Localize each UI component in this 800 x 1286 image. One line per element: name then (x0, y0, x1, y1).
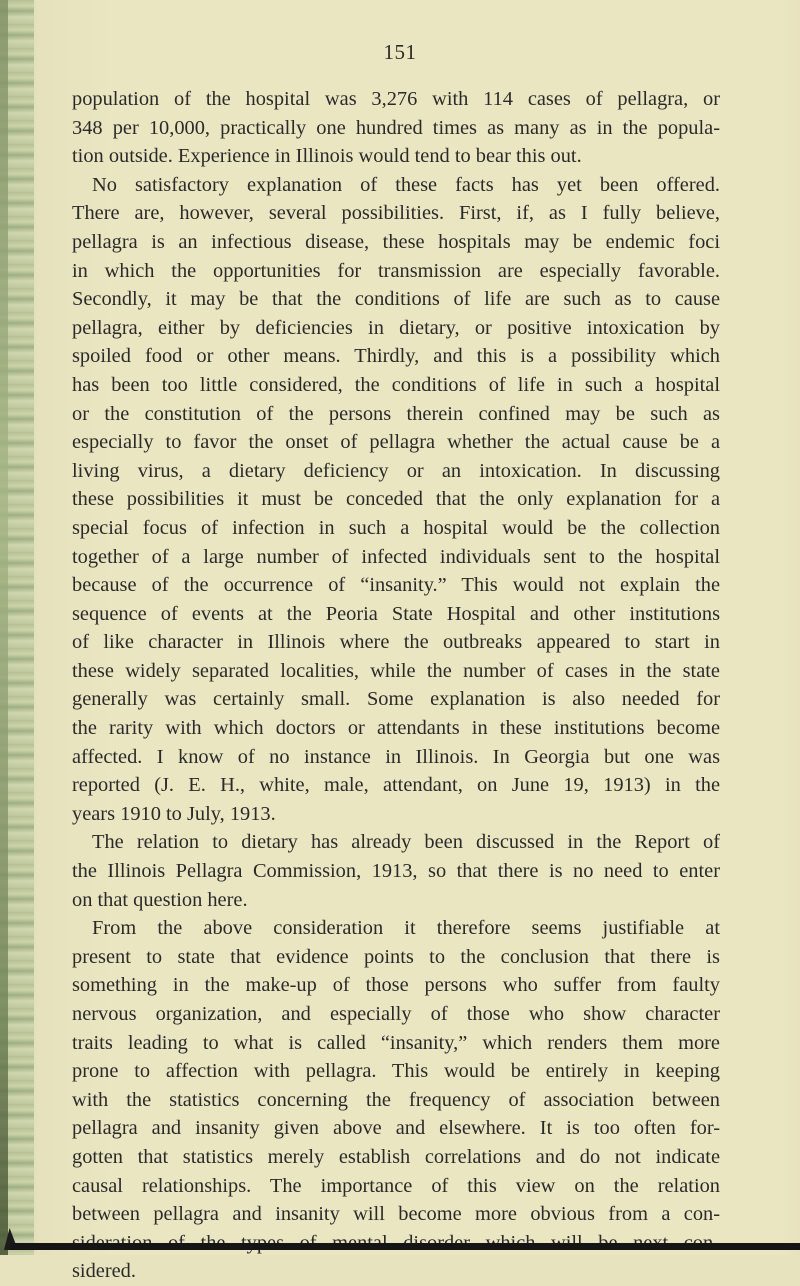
bottom-edge-rule (10, 1243, 800, 1250)
text-line: generally was certainly small. Some explanation is also needed for (72, 688, 720, 711)
text-line: with the statistics concerning the frequency of association between (72, 1088, 720, 1111)
text-line: nervous organization, and especially of those who show character (72, 1003, 720, 1025)
text-line: together of a large number of infected individuals sent to the hospital (72, 545, 720, 568)
text-line: traits leading to what is called “insanity,” which renders them more (72, 1031, 720, 1054)
text-line: tion outside. Experience in Illinois would tend to bear this out. (72, 145, 582, 168)
text-line: something in the make-up of those persons who suffer from faulty (72, 974, 720, 997)
text-line: spoiled food or other means. Thirdly, and this is a possibility which (72, 345, 720, 368)
text-line: these possibilities it must be conceded that the only explanation for a (72, 488, 720, 511)
text-line: these widely separated localities, while the number of cases in the state (72, 659, 720, 682)
text-line: pellagra and insanity given above and elsewhere. It is too often for- (72, 1117, 720, 1140)
text-line: sequence of events at the Peoria State Hospital and other institutions (72, 602, 720, 625)
text-line: sidered. (72, 1260, 136, 1283)
page-number: 151 (383, 40, 417, 64)
text-line: pellagra is an infectious disease, these hospitals may be endemic foci (72, 230, 720, 253)
text-line: the Illinois Pellagra Commission, 1913, so that there is no need to enter (72, 860, 720, 883)
text-line: The relation to dietary has already been discussed in the Report of (92, 831, 720, 854)
text-line: the rarity with which doctors or attendants in these institutions become (72, 717, 720, 740)
paragraph-3 (72, 828, 720, 914)
text-line: gotten that statistics merely establish correlations and do not indicate (72, 1145, 720, 1168)
text-line: There are, however, several possibilities. First, if, as I fully believe, (72, 202, 720, 225)
paragraph-2 (72, 171, 720, 829)
text-line: present to state that evidence points to the conclusion that there is (72, 945, 720, 968)
text-line: living virus, a dietary deficiency or an intoxication. In discussing (72, 459, 720, 482)
text-line: Secondly, it may be that the conditions of life are such as to cause (72, 288, 720, 311)
text-line: causal relationships. The importance of this view on the relation (72, 1174, 720, 1197)
text-line: special focus of infection in such a hospital would be the collection (72, 516, 720, 539)
text-line: population of the hospital was 3,276 with 114 cases of pellagra, or (72, 88, 720, 110)
text-line: 348 per 10,000, practically one hundred times as many as in the popula- (72, 116, 720, 139)
body-text (72, 85, 720, 1286)
text-line: in which the opportunities for transmission are especially favorable. (72, 259, 720, 282)
text-line: pellagra, either by deficiencies in dietary, or positive intoxication by (72, 316, 720, 339)
text-line: because of the occurrence of “insanity.” This would not explain the (72, 574, 720, 597)
text-line: From the above consideration it therefore seems justifiable at (92, 917, 720, 940)
text-line: reported (J. E. H., white, male, attendant, on June 19, 1913) in the (72, 774, 720, 797)
book-spine-edge (0, 0, 8, 1255)
text-line: on that question here. (72, 888, 248, 911)
text-line: prone to affection with pellagra. This would be entirely in keeping (72, 1060, 720, 1083)
text-line: affected. I know of no instance in Illinois. In Georgia but one was (72, 745, 720, 768)
text-line: or the constitution of the persons therein confined may be such as (72, 402, 720, 425)
text-line: years 1910 to July, 1913. (72, 802, 276, 825)
paragraph-4 (72, 914, 720, 1286)
text-line: has been too little considered, the conditions of life in such a hospital (72, 373, 720, 396)
text-line: of like character in Illinois where the outbreaks appeared to start in (72, 631, 720, 654)
text-line: especially to favor the onset of pellagra whether the actual cause be a (72, 431, 720, 454)
text-line: No satisfactory explanation of these facts has yet been offered. (92, 173, 720, 196)
text-line: between pellagra and insanity will become more obvious from a con- (72, 1203, 720, 1226)
paragraph-1 (72, 85, 720, 171)
